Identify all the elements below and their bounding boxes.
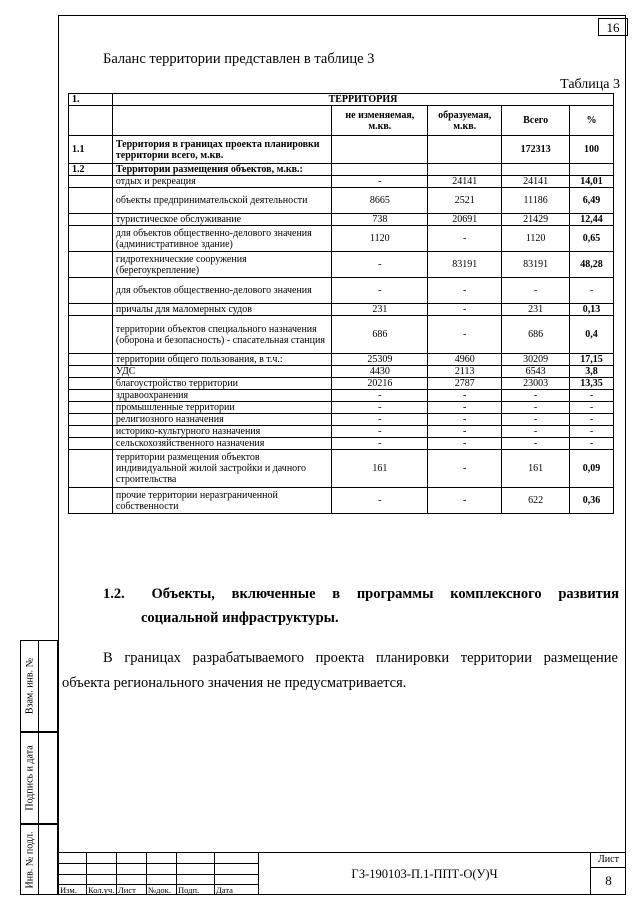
table-row	[69, 402, 614, 414]
sheet-label: Лист	[591, 854, 626, 868]
table-caption: Таблица 3	[560, 77, 620, 92]
cell-formed: -	[428, 426, 502, 438]
section-title-word: включенные	[231, 586, 316, 602]
table-row	[69, 366, 614, 378]
cell-percent: 6,49	[570, 188, 614, 214]
table-row	[69, 252, 614, 278]
table-row-1-1: 1.1 Территория в границах проекта планировки территории всего, м.кв. 172313 100	[69, 136, 614, 164]
cell-unchanged: 1120	[332, 226, 428, 252]
cell-total: -	[502, 414, 570, 426]
cell-name: объекты предпринимательской деятельности	[112, 188, 332, 214]
cell-name: благоустройство территории	[112, 378, 332, 390]
cell-name: гидротехнические сооружения (берегоукрепление)	[112, 252, 332, 278]
cell-percent: -	[570, 414, 614, 426]
table-row	[69, 488, 614, 514]
cell-total: 231	[502, 304, 570, 316]
cell-name: территории общего пользования, в т.ч.:	[112, 354, 332, 366]
table-row	[69, 316, 614, 354]
cell-name: религиозного назначения	[112, 414, 332, 426]
section-title-line2: социальной инфраструктуры.	[141, 610, 339, 626]
table-row	[69, 390, 614, 402]
table-row	[69, 354, 614, 366]
table-row-1-2: 1.2 Территории размещения объектов, м.кв.:	[69, 164, 614, 176]
document-code: ГЗ-190103-П.1-ППТ-О(У)Ч	[258, 852, 590, 895]
cell-total: 161	[502, 450, 570, 488]
table-header-row	[69, 94, 614, 106]
cell-unchanged: -	[332, 402, 428, 414]
cell-total: 11186	[502, 188, 570, 214]
table-row	[69, 188, 614, 214]
cell-formed: -	[428, 390, 502, 402]
cell-percent: 0,65	[570, 226, 614, 252]
cell-percent: -	[570, 390, 614, 402]
cell-percent: 12,44	[570, 214, 614, 226]
cell-unchanged: 8665	[332, 188, 428, 214]
stamp-vzam: Взам. инв. №	[20, 640, 58, 732]
title-block-label: №док.	[148, 885, 171, 895]
cell-total: 83191	[502, 252, 570, 278]
cell-unchanged: -	[332, 176, 428, 188]
cell-formed: 24141	[428, 176, 502, 188]
cell-formed: 2521	[428, 188, 502, 214]
cell-total: 21429	[502, 214, 570, 226]
cell-formed: -	[428, 414, 502, 426]
section-title-word: в	[332, 586, 341, 602]
cell-name: территории размещения объектов индивидуальной жилой застройки и дачного строительства	[112, 450, 332, 488]
cell-unchanged: -	[332, 438, 428, 450]
cell-name: промышленные территории	[112, 402, 332, 414]
cell-unchanged: -	[332, 488, 428, 514]
header-total: Всего	[502, 106, 570, 136]
title-block-label: Кол.уч.	[88, 885, 115, 895]
cell-formed: -	[428, 278, 502, 304]
cell-unchanged: 161	[332, 450, 428, 488]
cell-total: -	[502, 402, 570, 414]
sheet-box	[590, 852, 626, 895]
title-block-label: Лист	[118, 885, 136, 895]
cell-percent: 0,36	[570, 488, 614, 514]
cell-percent: 3,8	[570, 366, 614, 378]
title-block-label: Изм.	[60, 885, 77, 895]
cell-name: прочие территории неразграниченной собственности	[112, 488, 332, 514]
cell-name: УДС	[112, 366, 332, 378]
cell-percent: 0,09	[570, 450, 614, 488]
body-paragraph: В границах разрабатываемого проекта планировки территории размещение объекта регионального значения не предусматривается.	[62, 650, 618, 691]
cell-name: для объектов общественно-делового значения (административное здание)	[112, 226, 332, 252]
cell-formed: 2113	[428, 366, 502, 378]
cell-total: -	[502, 278, 570, 304]
table-row	[69, 214, 614, 226]
title-block	[58, 852, 626, 895]
cell-name: причалы для маломерных судов	[112, 304, 332, 316]
table-row	[69, 426, 614, 438]
cell-percent: 48,28	[570, 252, 614, 278]
cell-percent: -	[570, 278, 614, 304]
cell-percent: 14,01	[570, 176, 614, 188]
cell-percent: 13,35	[570, 378, 614, 390]
cell-formed: -	[428, 438, 502, 450]
territory-balance-table	[68, 93, 614, 514]
table-row	[69, 176, 614, 188]
cell-total: -	[502, 426, 570, 438]
cell-formed: 2787	[428, 378, 502, 390]
table-row	[69, 278, 614, 304]
cell-name: здравоохранения	[112, 390, 332, 402]
sheet-number: 8	[605, 873, 612, 888]
table-row	[69, 450, 614, 488]
cell-formed: -	[428, 316, 502, 354]
cell-percent: 0,4	[570, 316, 614, 354]
table-subheader-row	[69, 106, 614, 136]
table-row	[69, 226, 614, 252]
cell-name: отдых и рекреация	[112, 176, 332, 188]
title-block-label: Дата	[216, 885, 233, 895]
cell-total: 622	[502, 488, 570, 514]
cell-unchanged: -	[332, 278, 428, 304]
section-title-word: Объекты,	[151, 586, 215, 602]
section-title-word: программы	[356, 586, 434, 602]
section-number: 1.2.	[103, 586, 125, 602]
cell-percent: 0,13	[570, 304, 614, 316]
intro-text: Баланс территории представлен в таблице 3	[103, 51, 375, 67]
cell-total: 30209	[502, 354, 570, 366]
cell-total: -	[502, 390, 570, 402]
cell-unchanged: 25309	[332, 354, 428, 366]
header-code: 1.	[69, 94, 113, 106]
cell-total: 23003	[502, 378, 570, 390]
section-title-word: комплексного	[450, 586, 542, 602]
cell-unchanged: 231	[332, 304, 428, 316]
cell-total: 686	[502, 316, 570, 354]
cell-unchanged: -	[332, 414, 428, 426]
cell-formed: -	[428, 402, 502, 414]
page-number: 16	[598, 18, 628, 36]
cell-formed: -	[428, 488, 502, 514]
header-formed: образуемая, м.кв.	[428, 106, 502, 136]
cell-total: -	[502, 438, 570, 450]
cell-unchanged: -	[332, 426, 428, 438]
cell-percent: 17,15	[570, 354, 614, 366]
cell-formed: 83191	[428, 252, 502, 278]
cell-unchanged: 4430	[332, 366, 428, 378]
cell-name: туристическое обслуживание	[112, 214, 332, 226]
section-heading	[103, 582, 619, 630]
cell-unchanged: 686	[332, 316, 428, 354]
stamp-inv: Инв. № подл.	[20, 824, 58, 895]
cell-total: 24141	[502, 176, 570, 188]
cell-unchanged: 738	[332, 214, 428, 226]
cell-unchanged: -	[332, 252, 428, 278]
title-block-label: Подп.	[178, 885, 200, 895]
cell-formed: -	[428, 450, 502, 488]
table-row	[69, 438, 614, 450]
cell-formed: -	[428, 226, 502, 252]
section-title-word: развития	[558, 586, 619, 602]
cell-percent: -	[570, 402, 614, 414]
stamp-podpis: Подпись и дата	[20, 732, 58, 824]
cell-percent: -	[570, 426, 614, 438]
cell-formed: 20691	[428, 214, 502, 226]
cell-name: сельскохозяйственного назначения	[112, 438, 332, 450]
cell-total: 6543	[502, 366, 570, 378]
cell-name: историко-культурного назначения	[112, 426, 332, 438]
cell-formed: -	[428, 304, 502, 316]
cell-name: территории объектов специального назначения (оборона и безопасность) - спасательная станция	[112, 316, 332, 354]
cell-total: 1120	[502, 226, 570, 252]
cell-formed: 4960	[428, 354, 502, 366]
header-percent: %	[570, 106, 614, 136]
table-row	[69, 378, 614, 390]
cell-name: для объектов общественно-делового значения	[112, 278, 332, 304]
table-row	[69, 304, 614, 316]
cell-percent: -	[570, 438, 614, 450]
header-territory: ТЕРРИТОРИЯ	[112, 94, 613, 106]
table-row	[69, 414, 614, 426]
cell-unchanged: 20216	[332, 378, 428, 390]
header-unchanged: не изменяемая, м.кв.	[332, 106, 428, 136]
cell-unchanged: -	[332, 390, 428, 402]
